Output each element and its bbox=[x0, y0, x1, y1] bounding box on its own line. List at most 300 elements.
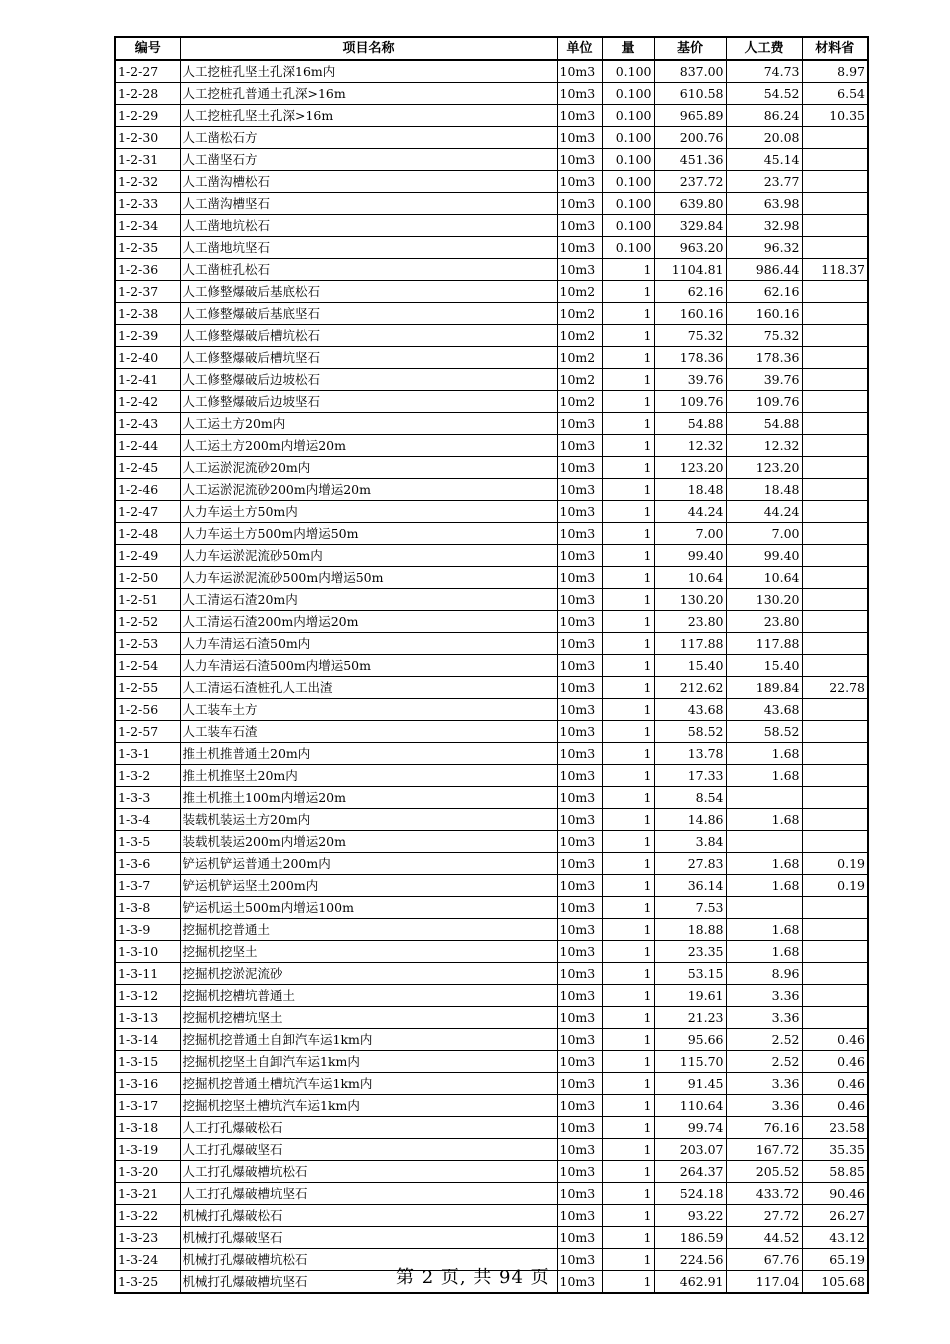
table-row bbox=[115, 105, 868, 127]
unit-cell: 10m3 bbox=[557, 1051, 602, 1073]
base-price-cell: 203.07 bbox=[654, 1139, 726, 1161]
base-price-cell: 160.16 bbox=[654, 303, 726, 325]
name-cell: 人工修整爆破后槽坑坚石 bbox=[180, 347, 557, 369]
labor-cost-cell: 123.20 bbox=[726, 457, 802, 479]
code-cell: 1-3-25 bbox=[115, 1271, 180, 1294]
material-cost-cell bbox=[802, 809, 868, 831]
unit-cell: 10m3 bbox=[557, 941, 602, 963]
name-cell: 人工凿松石方 bbox=[180, 127, 557, 149]
labor-cost-cell: 3.36 bbox=[726, 1073, 802, 1095]
table-row bbox=[115, 919, 868, 941]
table-body bbox=[115, 60, 868, 1293]
material-cost-cell: 0.46 bbox=[802, 1029, 868, 1051]
table-row bbox=[115, 325, 868, 347]
base-price-cell: 53.15 bbox=[654, 963, 726, 985]
base-price-cell: 264.37 bbox=[654, 1161, 726, 1183]
material-cost-cell: 10.35 bbox=[802, 105, 868, 127]
labor-cost-cell: 3.36 bbox=[726, 985, 802, 1007]
labor-cost-cell: 1.68 bbox=[726, 809, 802, 831]
material-cost-cell bbox=[802, 281, 868, 303]
unit-cell: 10m3 bbox=[557, 457, 602, 479]
quantity-cell: 1 bbox=[602, 567, 654, 589]
code-cell: 1-2-44 bbox=[115, 435, 180, 457]
base-price-cell: 12.32 bbox=[654, 435, 726, 457]
labor-cost-cell: 45.14 bbox=[726, 149, 802, 171]
material-cost-cell: 6.54 bbox=[802, 83, 868, 105]
code-cell: 1-3-1 bbox=[115, 743, 180, 765]
code-cell: 1-3-3 bbox=[115, 787, 180, 809]
name-cell: 机械打孔爆破槽坑坚石 bbox=[180, 1271, 557, 1294]
labor-cost-cell: 74.73 bbox=[726, 60, 802, 83]
name-cell: 人力车运淤泥流砂500m内增运50m bbox=[180, 567, 557, 589]
base-price-cell: 36.14 bbox=[654, 875, 726, 897]
code-cell: 1-2-47 bbox=[115, 501, 180, 523]
labor-cost-cell: 1.68 bbox=[726, 765, 802, 787]
base-price-cell: 13.78 bbox=[654, 743, 726, 765]
unit-cell: 10m3 bbox=[557, 501, 602, 523]
material-cost-cell bbox=[802, 919, 868, 941]
name-cell: 挖掘机挖普通土 bbox=[180, 919, 557, 941]
base-price-cell: 462.91 bbox=[654, 1271, 726, 1294]
labor-cost-cell: 58.52 bbox=[726, 721, 802, 743]
quantity-cell: 1 bbox=[602, 809, 654, 831]
table-row bbox=[115, 83, 868, 105]
name-cell: 装载机装运200m内增运20m bbox=[180, 831, 557, 853]
name-cell: 人工凿坚石方 bbox=[180, 149, 557, 171]
base-price-cell: 963.20 bbox=[654, 237, 726, 259]
table-row bbox=[115, 1205, 868, 1227]
base-price-cell: 21.23 bbox=[654, 1007, 726, 1029]
name-cell: 人工挖桩孔坚土孔深>16m bbox=[180, 105, 557, 127]
base-price-cell: 224.56 bbox=[654, 1249, 726, 1271]
unit-cell: 10m2 bbox=[557, 281, 602, 303]
name-cell: 人工打孔爆破槽坑坚石 bbox=[180, 1183, 557, 1205]
labor-cost-cell: 1.68 bbox=[726, 743, 802, 765]
unit-cell: 10m3 bbox=[557, 1073, 602, 1095]
quantity-cell: 1 bbox=[602, 1183, 654, 1205]
material-cost-cell bbox=[802, 347, 868, 369]
name-cell: 人工挖桩孔普通土孔深>16m bbox=[180, 83, 557, 105]
unit-cell: 10m3 bbox=[557, 237, 602, 259]
table-row bbox=[115, 655, 868, 677]
material-cost-cell: 65.19 bbox=[802, 1249, 868, 1271]
quantity-cell: 1 bbox=[602, 875, 654, 897]
header-item-name: 项目名称 bbox=[180, 37, 557, 60]
labor-cost-cell: 67.76 bbox=[726, 1249, 802, 1271]
quantity-cell: 1 bbox=[602, 1205, 654, 1227]
unit-cell: 10m3 bbox=[557, 545, 602, 567]
labor-cost-cell: 986.44 bbox=[726, 259, 802, 281]
base-price-cell: 44.24 bbox=[654, 501, 726, 523]
code-cell: 1-3-18 bbox=[115, 1117, 180, 1139]
code-cell: 1-3-14 bbox=[115, 1029, 180, 1051]
unit-cell: 10m3 bbox=[557, 963, 602, 985]
labor-cost-cell: 44.24 bbox=[726, 501, 802, 523]
labor-cost-cell bbox=[726, 787, 802, 809]
name-cell: 人工运淤泥流砂20m内 bbox=[180, 457, 557, 479]
base-price-cell: 18.48 bbox=[654, 479, 726, 501]
material-cost-cell bbox=[802, 589, 868, 611]
quantity-cell: 1 bbox=[602, 303, 654, 325]
base-price-cell: 7.00 bbox=[654, 523, 726, 545]
table-row bbox=[115, 479, 868, 501]
base-price-cell: 17.33 bbox=[654, 765, 726, 787]
quantity-cell: 1 bbox=[602, 589, 654, 611]
table-row bbox=[115, 171, 868, 193]
labor-cost-cell: 96.32 bbox=[726, 237, 802, 259]
name-cell: 人工修整爆破后基底坚石 bbox=[180, 303, 557, 325]
base-price-cell: 117.88 bbox=[654, 633, 726, 655]
table-row bbox=[115, 435, 868, 457]
base-price-cell: 965.89 bbox=[654, 105, 726, 127]
labor-cost-cell: 63.98 bbox=[726, 193, 802, 215]
code-cell: 1-2-28 bbox=[115, 83, 180, 105]
base-price-cell: 14.86 bbox=[654, 809, 726, 831]
quantity-cell: 1 bbox=[602, 1095, 654, 1117]
labor-cost-cell: 167.72 bbox=[726, 1139, 802, 1161]
unit-cell: 10m3 bbox=[557, 1227, 602, 1249]
material-cost-cell bbox=[802, 193, 868, 215]
unit-cell: 10m2 bbox=[557, 369, 602, 391]
code-cell: 1-3-13 bbox=[115, 1007, 180, 1029]
table-row bbox=[115, 1227, 868, 1249]
quantity-cell: 1 bbox=[602, 523, 654, 545]
unit-cell: 10m3 bbox=[557, 1139, 602, 1161]
name-cell: 人工运土方200m内增运20m bbox=[180, 435, 557, 457]
name-cell: 铲运机铲运坚土200m内 bbox=[180, 875, 557, 897]
code-cell: 1-3-17 bbox=[115, 1095, 180, 1117]
table-row bbox=[115, 875, 868, 897]
table-row bbox=[115, 237, 868, 259]
unit-cell: 10m3 bbox=[557, 1095, 602, 1117]
unit-cell: 10m3 bbox=[557, 787, 602, 809]
table-row bbox=[115, 985, 868, 1007]
quantity-cell: 1 bbox=[602, 281, 654, 303]
labor-cost-cell: 23.77 bbox=[726, 171, 802, 193]
base-price-cell: 18.88 bbox=[654, 919, 726, 941]
name-cell: 人力车运淤泥流砂50m内 bbox=[180, 545, 557, 567]
table-row bbox=[115, 743, 868, 765]
unit-cell: 10m3 bbox=[557, 1271, 602, 1294]
base-price-cell: 237.72 bbox=[654, 171, 726, 193]
base-price-cell: 837.00 bbox=[654, 60, 726, 83]
labor-cost-cell: 76.16 bbox=[726, 1117, 802, 1139]
labor-cost-cell: 1.68 bbox=[726, 853, 802, 875]
material-cost-cell: 105.68 bbox=[802, 1271, 868, 1294]
base-price-cell: 23.80 bbox=[654, 611, 726, 633]
labor-cost-cell: 160.16 bbox=[726, 303, 802, 325]
material-cost-cell bbox=[802, 237, 868, 259]
name-cell: 人工凿桩孔松石 bbox=[180, 259, 557, 281]
table-row bbox=[115, 941, 868, 963]
name-cell: 机械打孔爆破松石 bbox=[180, 1205, 557, 1227]
base-price-cell: 95.66 bbox=[654, 1029, 726, 1051]
material-cost-cell bbox=[802, 369, 868, 391]
labor-cost-cell: 7.00 bbox=[726, 523, 802, 545]
material-cost-cell bbox=[802, 303, 868, 325]
unit-cell: 10m3 bbox=[557, 721, 602, 743]
table-row bbox=[115, 1161, 868, 1183]
code-cell: 1-2-54 bbox=[115, 655, 180, 677]
name-cell: 人工装车土方 bbox=[180, 699, 557, 721]
header-material-cost: 材料省 bbox=[802, 37, 868, 60]
name-cell: 人工凿地坑坚石 bbox=[180, 237, 557, 259]
quantity-cell: 1 bbox=[602, 787, 654, 809]
base-price-cell: 3.84 bbox=[654, 831, 726, 853]
unit-cell: 10m3 bbox=[557, 611, 602, 633]
material-cost-cell bbox=[802, 963, 868, 985]
unit-cell: 10m3 bbox=[557, 171, 602, 193]
labor-cost-cell: 75.32 bbox=[726, 325, 802, 347]
unit-cell: 10m3 bbox=[557, 809, 602, 831]
base-price-cell: 99.74 bbox=[654, 1117, 726, 1139]
code-cell: 1-3-2 bbox=[115, 765, 180, 787]
name-cell: 机械打孔爆破槽坑松石 bbox=[180, 1249, 557, 1271]
quota-table bbox=[114, 36, 869, 1294]
material-cost-cell bbox=[802, 699, 868, 721]
code-cell: 1-3-9 bbox=[115, 919, 180, 941]
table-row bbox=[115, 127, 868, 149]
code-cell: 1-3-23 bbox=[115, 1227, 180, 1249]
unit-cell: 10m3 bbox=[557, 259, 602, 281]
material-cost-cell bbox=[802, 941, 868, 963]
quantity-cell: 1 bbox=[602, 611, 654, 633]
name-cell: 挖掘机挖坚土自卸汽车运1km内 bbox=[180, 1051, 557, 1073]
table-row bbox=[115, 193, 868, 215]
base-price-cell: 115.70 bbox=[654, 1051, 726, 1073]
base-price-cell: 91.45 bbox=[654, 1073, 726, 1095]
material-cost-cell: 90.46 bbox=[802, 1183, 868, 1205]
unit-cell: 10m3 bbox=[557, 60, 602, 83]
quantity-cell: 1 bbox=[602, 501, 654, 523]
code-cell: 1-2-53 bbox=[115, 633, 180, 655]
labor-cost-cell: 3.36 bbox=[726, 1007, 802, 1029]
material-cost-cell bbox=[802, 479, 868, 501]
name-cell: 人工打孔爆破槽坑松石 bbox=[180, 1161, 557, 1183]
code-cell: 1-3-24 bbox=[115, 1249, 180, 1271]
quantity-cell: 1 bbox=[602, 765, 654, 787]
labor-cost-cell: 8.96 bbox=[726, 963, 802, 985]
material-cost-cell: 23.58 bbox=[802, 1117, 868, 1139]
labor-cost-cell bbox=[726, 831, 802, 853]
quantity-cell: 1 bbox=[602, 743, 654, 765]
labor-cost-cell: 130.20 bbox=[726, 589, 802, 611]
table-row bbox=[115, 1029, 868, 1051]
unit-cell: 10m3 bbox=[557, 875, 602, 897]
quantity-cell: 0.100 bbox=[602, 149, 654, 171]
table-row bbox=[115, 963, 868, 985]
labor-cost-cell: 99.40 bbox=[726, 545, 802, 567]
material-cost-cell bbox=[802, 985, 868, 1007]
header-labor-cost: 人工费 bbox=[726, 37, 802, 60]
material-cost-cell: 118.37 bbox=[802, 259, 868, 281]
base-price-cell: 200.76 bbox=[654, 127, 726, 149]
unit-cell: 10m3 bbox=[557, 1161, 602, 1183]
unit-cell: 10m3 bbox=[557, 633, 602, 655]
name-cell: 人工清运石渣桩孔人工出渣 bbox=[180, 677, 557, 699]
material-cost-cell bbox=[802, 831, 868, 853]
table-row bbox=[115, 831, 868, 853]
table-row bbox=[115, 1095, 868, 1117]
unit-cell: 10m3 bbox=[557, 589, 602, 611]
unit-cell: 10m2 bbox=[557, 303, 602, 325]
quantity-cell: 1 bbox=[602, 1271, 654, 1294]
table-row bbox=[115, 1183, 868, 1205]
labor-cost-cell: 2.52 bbox=[726, 1051, 802, 1073]
name-cell: 人工凿沟槽坚石 bbox=[180, 193, 557, 215]
quantity-cell: 1 bbox=[602, 633, 654, 655]
base-price-cell: 451.36 bbox=[654, 149, 726, 171]
code-cell: 1-2-43 bbox=[115, 413, 180, 435]
base-price-cell: 639.80 bbox=[654, 193, 726, 215]
name-cell: 推土机推普通土20m内 bbox=[180, 743, 557, 765]
unit-cell: 10m3 bbox=[557, 523, 602, 545]
base-price-cell: 39.76 bbox=[654, 369, 726, 391]
labor-cost-cell: 10.64 bbox=[726, 567, 802, 589]
table-row bbox=[115, 1139, 868, 1161]
labor-cost-cell: 15.40 bbox=[726, 655, 802, 677]
base-price-cell: 99.40 bbox=[654, 545, 726, 567]
name-cell: 人工挖桩孔坚土孔深16m内 bbox=[180, 60, 557, 83]
labor-cost-cell: 54.88 bbox=[726, 413, 802, 435]
material-cost-cell: 0.19 bbox=[802, 853, 868, 875]
name-cell: 人工修整爆破后边坡坚石 bbox=[180, 391, 557, 413]
name-cell: 挖掘机挖普通土槽坑汽车运1km内 bbox=[180, 1073, 557, 1095]
code-cell: 1-2-41 bbox=[115, 369, 180, 391]
quantity-cell: 1 bbox=[602, 963, 654, 985]
quantity-cell: 0.100 bbox=[602, 127, 654, 149]
material-cost-cell bbox=[802, 413, 868, 435]
base-price-cell: 27.83 bbox=[654, 853, 726, 875]
base-price-cell: 329.84 bbox=[654, 215, 726, 237]
base-price-cell: 1104.81 bbox=[654, 259, 726, 281]
code-cell: 1-3-22 bbox=[115, 1205, 180, 1227]
quantity-cell: 1 bbox=[602, 1029, 654, 1051]
name-cell: 挖掘机挖槽坑普通土 bbox=[180, 985, 557, 1007]
labor-cost-cell: 2.52 bbox=[726, 1029, 802, 1051]
table-row bbox=[115, 457, 868, 479]
unit-cell: 10m3 bbox=[557, 127, 602, 149]
name-cell: 人工凿地坑松石 bbox=[180, 215, 557, 237]
material-cost-cell bbox=[802, 325, 868, 347]
quantity-cell: 1 bbox=[602, 699, 654, 721]
table-row bbox=[115, 259, 868, 281]
table-row bbox=[115, 809, 868, 831]
labor-cost-cell: 18.48 bbox=[726, 479, 802, 501]
quantity-cell: 1 bbox=[602, 435, 654, 457]
code-cell: 1-2-29 bbox=[115, 105, 180, 127]
name-cell: 人力车运土方50m内 bbox=[180, 501, 557, 523]
name-cell: 人工运土方20m内 bbox=[180, 413, 557, 435]
material-cost-cell: 0.46 bbox=[802, 1095, 868, 1117]
code-cell: 1-3-15 bbox=[115, 1051, 180, 1073]
code-cell: 1-2-49 bbox=[115, 545, 180, 567]
unit-cell: 10m3 bbox=[557, 1007, 602, 1029]
table-row bbox=[115, 391, 868, 413]
quantity-cell: 1 bbox=[602, 1161, 654, 1183]
header-quantity: 量 bbox=[602, 37, 654, 60]
unit-cell: 10m3 bbox=[557, 1183, 602, 1205]
labor-cost-cell: 178.36 bbox=[726, 347, 802, 369]
unit-cell: 10m3 bbox=[557, 193, 602, 215]
quantity-cell: 1 bbox=[602, 347, 654, 369]
header-row bbox=[115, 37, 868, 60]
quantity-cell: 1 bbox=[602, 457, 654, 479]
code-cell: 1-2-35 bbox=[115, 237, 180, 259]
labor-cost-cell: 20.08 bbox=[726, 127, 802, 149]
quantity-cell: 1 bbox=[602, 1249, 654, 1271]
quantity-cell: 1 bbox=[602, 831, 654, 853]
table-row bbox=[115, 897, 868, 919]
quantity-cell: 1 bbox=[602, 897, 654, 919]
unit-cell: 10m3 bbox=[557, 1117, 602, 1139]
table-row bbox=[115, 589, 868, 611]
code-cell: 1-2-45 bbox=[115, 457, 180, 479]
unit-cell: 10m3 bbox=[557, 479, 602, 501]
material-cost-cell bbox=[802, 215, 868, 237]
quantity-cell: 1 bbox=[602, 985, 654, 1007]
table-row bbox=[115, 567, 868, 589]
material-cost-cell bbox=[802, 897, 868, 919]
code-cell: 1-3-20 bbox=[115, 1161, 180, 1183]
base-price-cell: 109.76 bbox=[654, 391, 726, 413]
table-row bbox=[115, 413, 868, 435]
labor-cost-cell: 27.72 bbox=[726, 1205, 802, 1227]
base-price-cell: 524.18 bbox=[654, 1183, 726, 1205]
quantity-cell: 0.100 bbox=[602, 215, 654, 237]
material-cost-cell: 0.19 bbox=[802, 875, 868, 897]
labor-cost-cell: 1.68 bbox=[726, 941, 802, 963]
material-cost-cell bbox=[802, 127, 868, 149]
table-row bbox=[115, 215, 868, 237]
material-cost-cell: 0.46 bbox=[802, 1073, 868, 1095]
table-row bbox=[115, 149, 868, 171]
name-cell: 人力车运土方500m内增运50m bbox=[180, 523, 557, 545]
base-price-cell: 23.35 bbox=[654, 941, 726, 963]
name-cell: 挖掘机挖淤泥流砂 bbox=[180, 963, 557, 985]
table-header bbox=[115, 37, 868, 60]
code-cell: 1-3-8 bbox=[115, 897, 180, 919]
code-cell: 1-2-39 bbox=[115, 325, 180, 347]
code-cell: 1-2-55 bbox=[115, 677, 180, 699]
name-cell: 铲运机运土500m内增运100m bbox=[180, 897, 557, 919]
unit-cell: 10m3 bbox=[557, 105, 602, 127]
labor-cost-cell: 3.36 bbox=[726, 1095, 802, 1117]
material-cost-cell bbox=[802, 171, 868, 193]
quantity-cell: 1 bbox=[602, 677, 654, 699]
code-cell: 1-2-42 bbox=[115, 391, 180, 413]
code-cell: 1-3-6 bbox=[115, 853, 180, 875]
quantity-cell: 0.100 bbox=[602, 193, 654, 215]
code-cell: 1-2-38 bbox=[115, 303, 180, 325]
material-cost-cell: 43.12 bbox=[802, 1227, 868, 1249]
material-cost-cell bbox=[802, 391, 868, 413]
quantity-cell: 0.100 bbox=[602, 60, 654, 83]
quantity-cell: 1 bbox=[602, 919, 654, 941]
code-cell: 1-3-21 bbox=[115, 1183, 180, 1205]
table-row bbox=[115, 633, 868, 655]
quantity-cell: 1 bbox=[602, 655, 654, 677]
table-row bbox=[115, 369, 868, 391]
material-cost-cell bbox=[802, 765, 868, 787]
header-unit: 单位 bbox=[557, 37, 602, 60]
material-cost-cell bbox=[802, 545, 868, 567]
labor-cost-cell: 109.76 bbox=[726, 391, 802, 413]
labor-cost-cell: 12.32 bbox=[726, 435, 802, 457]
quantity-cell: 1 bbox=[602, 413, 654, 435]
material-cost-cell bbox=[802, 611, 868, 633]
table-row bbox=[115, 1007, 868, 1029]
